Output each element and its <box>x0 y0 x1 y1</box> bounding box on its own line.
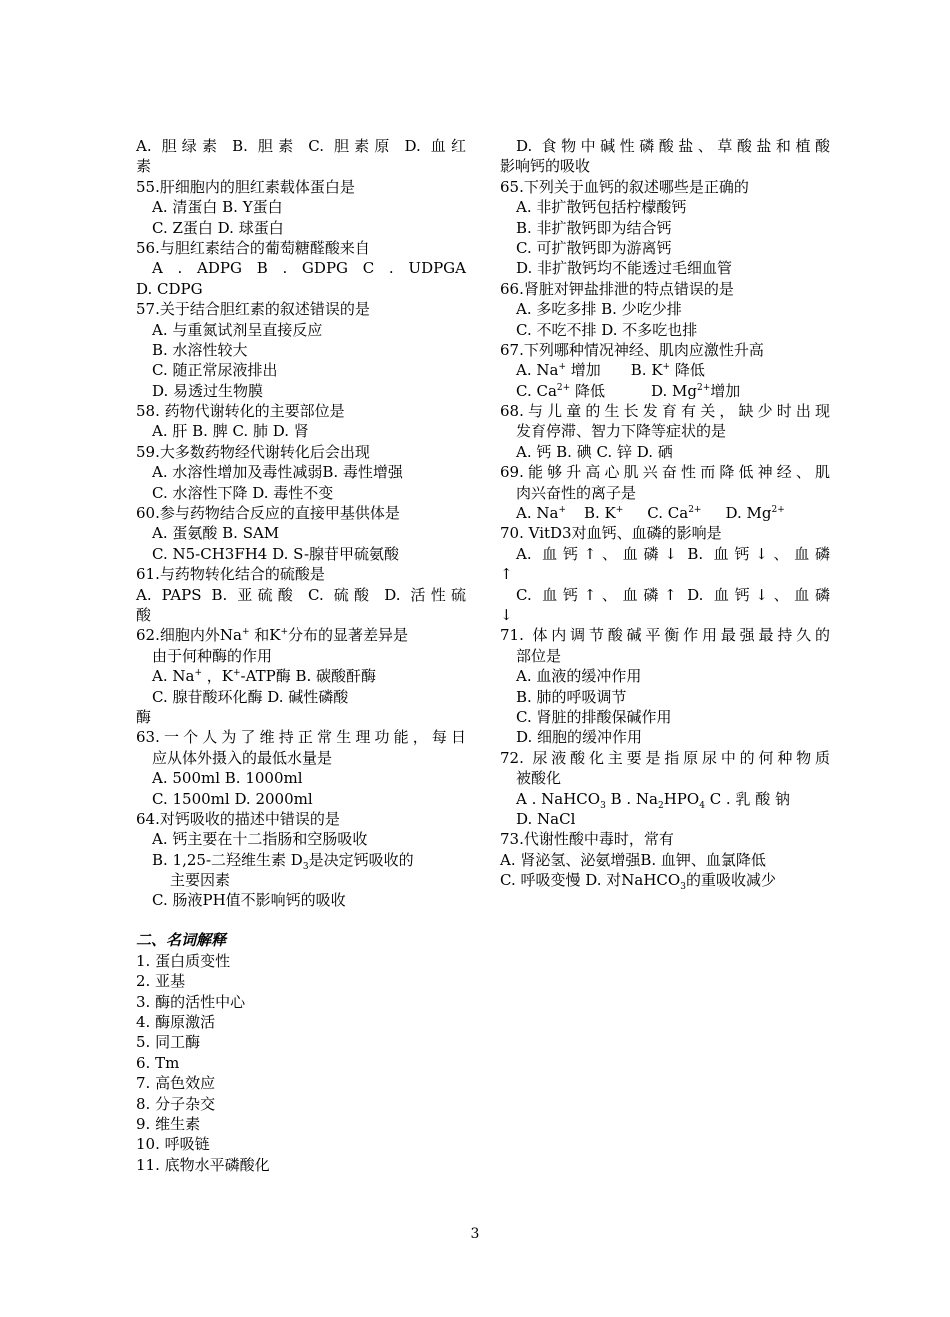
right3-line: 71. 体内调节酸碱平衡作用最强最持久的 <box>500 626 830 645</box>
q73-options-ab: A. 肾泌氢、泌氨增强B. 血钾、血氯降低 <box>500 850 766 869</box>
left2-line: 应从体外摄入的最低水量是 <box>152 748 333 767</box>
page-number: 3 <box>470 1226 480 1242</box>
right-lines-3 <box>500 523 830 788</box>
left-line: C. Z蛋白 D. 球蛋白 <box>152 218 284 237</box>
right-line: C. 可扩散钙即为游离钙 <box>516 238 672 257</box>
right-line: B. 非扩散钙即为结合钙 <box>516 218 672 237</box>
right-line: 67.下列哪种情况神经、肌肉应激性升高 <box>500 340 764 359</box>
right3-line: B. 肺的呼吸调节 <box>516 687 627 706</box>
left-line: C. 随正常尿液排出 <box>152 361 278 380</box>
left-line: 酸 <box>136 605 152 624</box>
right3-line: 70. VitD3对血钙、血磷的影响是 <box>500 524 722 543</box>
left-line: 58. 药物代谢转化的主要部位是 <box>136 402 345 421</box>
term-item: 7. 高色效应 <box>136 1074 216 1093</box>
left2-line: 64.对钙吸收的描述中错误的是 <box>136 809 340 828</box>
right-line: D. 食物中碱性磷酸盐、草酸盐和植酸 <box>516 137 830 155</box>
terms-list <box>136 951 466 1175</box>
right-line: 影响钙的吸收 <box>500 157 591 176</box>
left-line: 60.参与药物结合反应的直接甲基供体是 <box>136 504 400 523</box>
left-line: A. PAPS B. 亚硫酸 C. 硫酸 D. 活性硫 <box>136 585 466 604</box>
right2-line: A. 钙 B. 碘 C. 锌 D. 硒 <box>516 442 673 461</box>
q62-option-cd: C. 腺苷酸环化酶 D. 碱性磷酸 <box>152 687 349 706</box>
left-line: 56.与胆红素结合的葡萄糖醛酸来自 <box>136 238 370 257</box>
left-line: 57.关于结合胆红素的叙述错误的是 <box>136 300 370 319</box>
term-item: 1. 蛋白质变性 <box>136 951 231 970</box>
left-line: A. 胆绿素 B. 胆素 C. 胆素原 D. 血红 <box>136 137 466 155</box>
left-line: B. 水溶性较大 <box>152 340 248 359</box>
right3-line: 部位是 <box>516 646 562 665</box>
left-line: D. 易透过生物膜 <box>152 381 264 400</box>
right-line: A. 多吃多排 B. 少吃少排 <box>516 300 682 319</box>
q72-option-d: D. NaCl <box>516 809 576 828</box>
term-item: 11. 底物水平磷酸化 <box>136 1155 270 1174</box>
left-line: A. 肝 B. 脾 C. 肺 D. 肾 <box>152 422 309 441</box>
left2-line: A. 500ml B. 1000ml <box>152 769 303 788</box>
left2-line: 63.一个人为了维持正常生理功能，每日 <box>136 728 466 747</box>
left-line: A. 与重氮试剂呈直接反应 <box>152 320 323 339</box>
term-item: 2. 亚基 <box>136 972 186 991</box>
q73-options-cd: C. 呼吸变慢 D. 对NaHCO$_3$的重吸收减少 <box>500 871 776 893</box>
q62-stem: 62.细胞内外Na+ 和K+分布的显著差异是 <box>136 626 409 645</box>
term-item: 10. 呼吸链 <box>136 1135 210 1154</box>
right-lines-2 <box>500 401 830 503</box>
right3-line: C. 肾脏的排酸保碱作用 <box>516 707 672 726</box>
right3-line: ↓ <box>500 605 513 624</box>
term-item: 4. 酶原激活 <box>136 1013 216 1032</box>
q62-option-cd-line2: 酶 <box>136 707 152 726</box>
q67-option-ab: A. Na+ 增加 B. K+ 降低 <box>516 361 705 380</box>
right2-line: 肉兴奋性的离子是 <box>516 483 637 502</box>
left2-line: A. 钙主要在十二指肠和空肠吸收 <box>152 830 368 849</box>
right-line: A. 非扩散钙包括柠檬酸钙 <box>516 198 687 217</box>
right2-line: 68.与儿童的生长发育有关，缺少时出现 <box>500 402 830 421</box>
left-line: 素 <box>136 157 152 176</box>
left-line: 59.大多数药物经代谢转化后会出现 <box>136 442 370 461</box>
left-line: C. N5-CH3FH4 D. S-腺苷甲硫氨酸 <box>152 544 400 563</box>
left-line: A. 清蛋白 B. Y蛋白 <box>152 198 283 217</box>
q69-options: A. Na+ B. K+ C. $Ca^{2+}$ D. $Mg^{2+}$ <box>516 504 785 523</box>
right-line: 66.肾脏对钾盐排泄的特点错误的是 <box>500 279 734 298</box>
q72-options-abc: A . NaHCO$_3$ B . $Na_2HPO_4$ C . 乳 酸 钠 <box>516 789 791 811</box>
term-item: 8. 分子杂交 <box>136 1094 216 1113</box>
right3-line: 72. 尿液酸化主要是指原尿中的何种物质 <box>500 748 830 767</box>
left-line: A. 蛋氨酸 B. SAM <box>152 524 280 543</box>
q67-option-cd: C. $Ca^{2+}$ 降低 D. $Mg^{2+}$增加 <box>516 381 741 400</box>
right-line: D. 非扩散钙均不能透过毛细血管 <box>516 259 733 278</box>
left-line: 61.与药物转化结合的硫酸是 <box>136 565 325 584</box>
right-column <box>500 136 830 893</box>
left-line: D. CDPG <box>136 279 203 298</box>
q62-option-ab: A. Na+ ，K+-ATP酶 B. 碳酸酐酶 <box>152 667 377 686</box>
right-lines <box>500 136 830 360</box>
right-line: 65.下列关于血钙的叙述哪些是正确的 <box>500 177 749 196</box>
left-line: C. 水溶性下降 D. 毒性不变 <box>152 483 334 502</box>
term-item: 9. 维生素 <box>136 1114 201 1133</box>
term-item: 3. 酶的活性中心 <box>136 992 246 1011</box>
section-title: 二、名词解释 <box>136 930 227 949</box>
right3-line: C. 血钙↑、血磷↑ D. 血钙↓、血磷 <box>516 585 830 604</box>
q62-stem-line2: 由于何种酶的作用 <box>152 646 273 665</box>
right3-line: A. 血钙↑、血磷↓ B. 血钙↓、血磷 <box>516 544 830 563</box>
right2-line: 发育停滞、智力下降等症状的是 <box>516 422 727 441</box>
left-lines <box>136 136 466 625</box>
left-line: 55.肝细胞内的胆红素载体蛋白是 <box>136 177 355 196</box>
left-column <box>136 136 466 1175</box>
right3-line: ↑ <box>500 565 513 584</box>
q64-option-b-line2: 主要因素 <box>170 871 231 890</box>
right3-line: D. 细胞的缓冲作用 <box>516 728 643 747</box>
right3-line: A. 血液的缓冲作用 <box>516 667 642 686</box>
left2-line: C. 1500ml D. 2000ml <box>152 789 313 808</box>
q64-option-b: B. 1,25-二羟维生素 $D_3$是决定钙吸收的 <box>152 850 414 872</box>
left-lines-2 <box>136 727 466 849</box>
right-line: C. 不吃不排 D. 不多吃也排 <box>516 320 698 339</box>
right3-line: 被酸化 <box>516 769 562 788</box>
q73-stem: 73.代谢性酸中毒时，常有 <box>500 830 674 849</box>
left-line: A . ADPG B . GDPG C . UDPGA <box>152 259 466 278</box>
q64-option-c: C. 肠液PH值不影响钙的吸收 <box>152 891 346 910</box>
left-line: A. 水溶性增加及毒性减弱B. 毒性增强 <box>152 463 403 482</box>
right2-line: 69.能够升高心肌兴奋性而降低神经、肌 <box>500 463 830 482</box>
term-item: 6. Tm <box>136 1053 180 1072</box>
term-item: 5. 同工酶 <box>136 1033 201 1052</box>
